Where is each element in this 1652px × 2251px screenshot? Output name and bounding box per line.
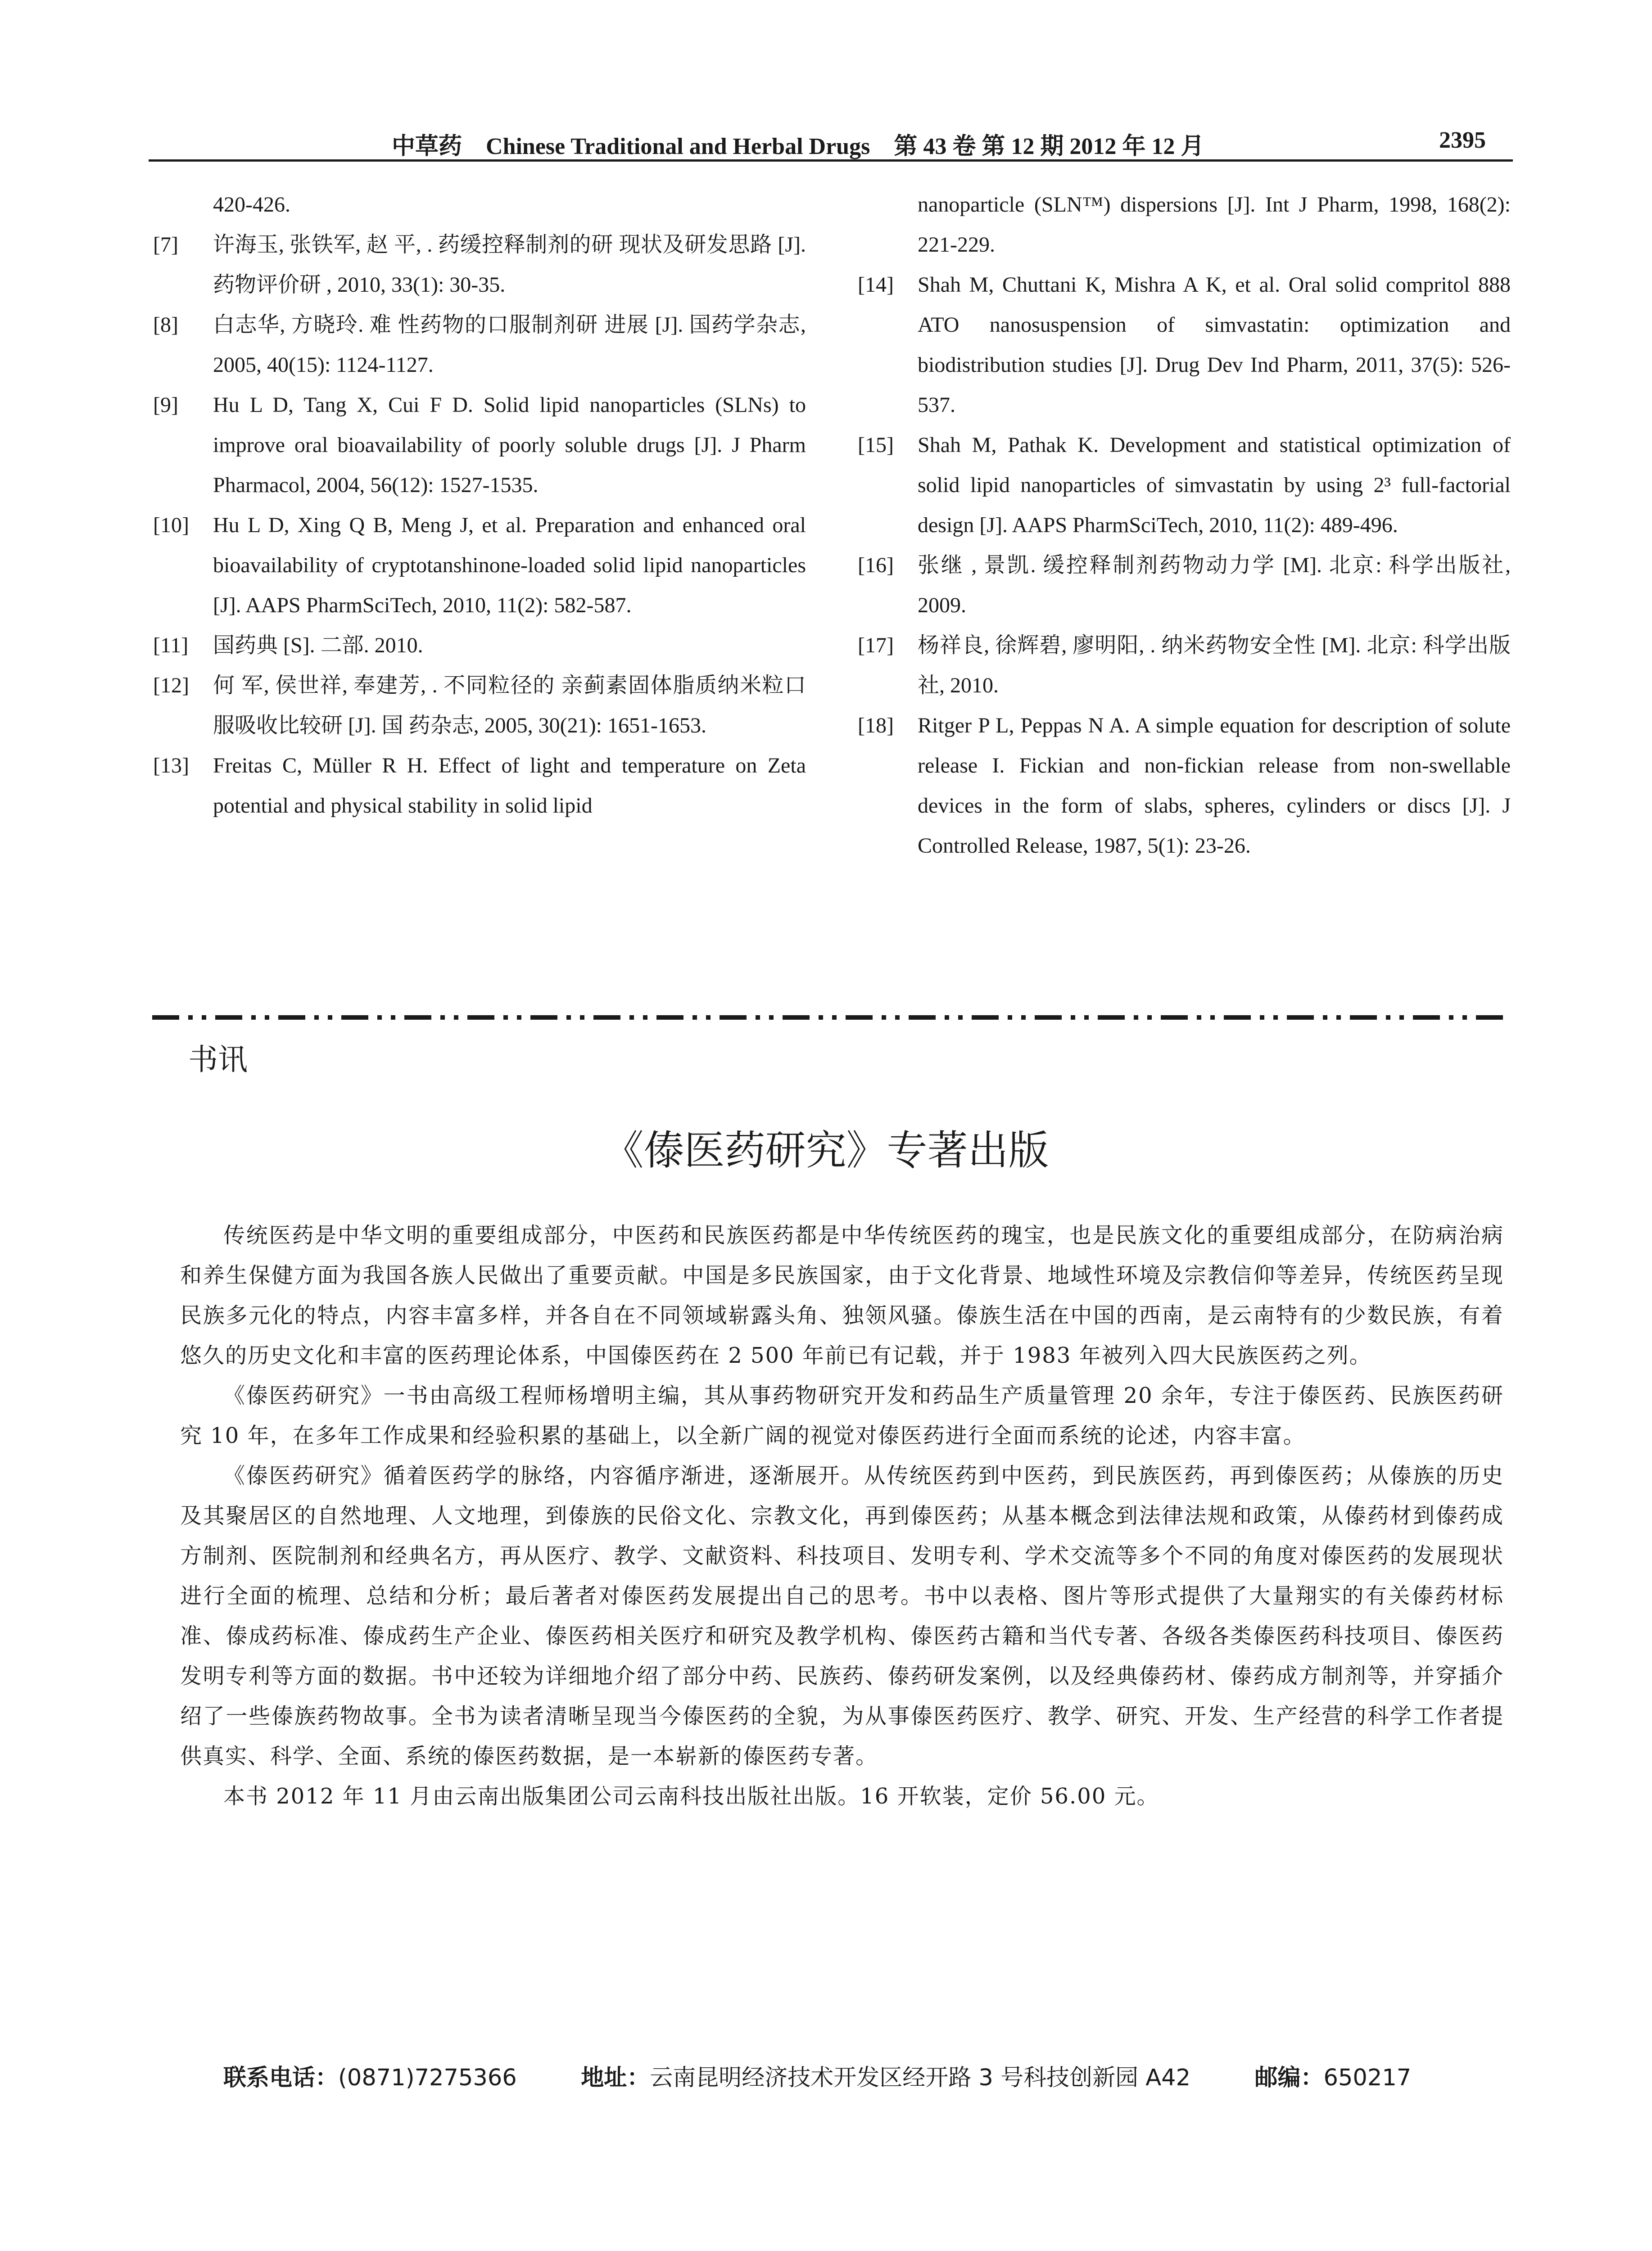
article-body [180,1216,1504,1817]
journal-name-en: Chinese Traditional and Herbal Drugs [486,134,870,159]
reference-text: 张继 , 景凯. 缓控释制剂药物动力学 [M]. 北京: 科学出版社, 2009. [918,553,1511,617]
reference-number: [8] [153,313,178,337]
reference-text: 杨祥良, 徐辉碧, 廖明阳, . 纳米药物安全性 [M]. 北京: 科学出版社, 2010. [918,633,1511,697]
page-number: 2395 [1439,127,1486,153]
reference-item [858,425,1511,545]
article-paragraph: 《傣医药研究》一书由高级工程师杨增明主编，其从事药物研究开发和药品生产质量管理 20 余年，专注于傣医药、民族医药研究 10 年，在多年工作成果和经验积累的基础上，以全新广阔的视觉对傣医药进行全面而系统的论述，内容丰富。 [180,1383,1504,1448]
references-left-column [153,185,806,826]
reference-number: [9] [153,393,178,417]
reference-text: 420-426. [213,193,290,217]
postcode-value: 650217 [1323,2065,1412,2091]
reference-text: 白志华, 方晓玲. 难 性药物的口服制剂研 进展 [J]. 国药学杂志, 2005, 40(15): 1124-1127. [213,313,806,377]
reference-number: [10] [153,513,189,537]
reference-item [153,385,806,505]
reference-text: 何 军, 侯世祥, 奉建芳, . 不同粒径的 亲蓟素固体脂质纳米粒口服吸收比较研 [J]. 国 药杂志, 2005, 30(21): 1651-1653. [213,673,806,737]
reference-item [858,545,1511,625]
reference-number: [14] [858,273,894,297]
reference-number: [18] [858,714,894,737]
reference-item [858,265,1511,425]
reference-number: [15] [858,433,894,457]
article-paragraph: 传统医药是中华文明的重要组成部分，中医药和民族医药都是中华传统医药的瑰宝，也是民族文化的重要组成部分，在防病治病和养生保健方面为我国各族人民做出了重要贡献。中国是多民族国家，由于文化背景、地域性环境及宗教信仰等差异，传统医药呈现民族多元化的特点，内容丰富多样，并各自在不同领域崭露头角、独领风骚。傣族生活在中国的西南，是云南特有的少数民族，有着悠久的历史文化和丰富的医药理论体系，中国傣医药在 2 500 年前已有记载，并于 1983 年被列入四大民族医药之列。 [180,1223,1504,1368]
reference-number: [11] [153,633,189,657]
reference-item [153,505,806,625]
reference-text: Freitas C, Müller R H. Effect of light and temperature on Zeta potential and physical stability in solid lipid [213,754,806,818]
section-divider [152,1015,1503,1020]
address-value: 云南昆明经济技术开发区经开路 3 号科技创新园 A42 [650,2065,1191,2091]
article-title: 《傣医药研究》专著出版 [603,1127,1049,1174]
reference-number: [7] [153,233,178,257]
reference-item [153,305,806,385]
reference-item [858,705,1511,866]
reference-number: [17] [858,633,894,657]
reference-item [153,225,806,305]
reference-text: Shah M, Pathak K. Development and statistical optimization of solid lipid nanoparticles of simvastatin by using 2³ full-factorial design [J]. AAPS PharmSciTech, 2010, 11(2): 489-496. [918,433,1511,537]
reference-item [858,625,1511,705]
reference-text: nanoparticle (SLN™) dispersions [J]. Int J Pharm, 1998, 168(2): 221-229. [918,193,1511,257]
contact-info [223,2059,1411,2092]
phone-label: 联系电话： [223,2065,339,2091]
reference-number: [16] [858,553,894,577]
postcode-label: 邮编： [1254,2065,1324,2091]
page-header [149,122,1513,162]
reference-text: 许海玉, 张铁军, 赵 平, . 药缓控释制剂的研 现状及研发思路 [J]. 药物评价研 , 2010, 33(1): 30-35. [213,233,806,297]
reference-number: [12] [153,673,189,697]
reference-number: [13] [153,754,189,777]
section-label: 书讯 [188,1042,248,1077]
reference-text: Hu L D, Tang X, Cui F D. Solid lipid nanoparticles (SLNs) to improve oral bioavailability of poorly soluble drugs [J]. J Pharm Pharmacol, 2004, 56(12): 1527-1535. [213,393,806,497]
reference-text: Shah M, Chuttani K, Mishra A K, et al. Oral solid compritol 888 ATO nanosuspension of simvastatin: optimization and biodistribution studies [J]. Drug Dev Ind Pharm, 2011, 37(5): 526-537. [918,273,1511,417]
journal-issue: 第 43 卷 第 12 期 2012 年 12 月 [894,134,1204,159]
journal-title [392,127,1204,161]
address-label: 地址： [581,2065,650,2091]
article-paragraph: 本书 2012 年 11 月由云南出版集团公司云南科技出版社出版。16 开软装，定价 56.00 元。 [223,1784,1159,1809]
reference-item [858,185,1511,265]
reference-item [153,665,806,746]
article-paragraph: 《傣医药研究》循着医药学的脉络，内容循序渐进，逐渐展开。从传统医药到中医药，到民族医药，再到傣医药；从傣族的历史及其聚居区的自然地理、人文地理，到傣族的民俗文化、宗教文化，再到傣医药；从基本概念到法律法规和政策，从傣药材到傣药成方制剂、医院制剂和经典名方，再从医疗、教学、文献资料、科技项目、发明专利、学术交流等多个不同的角度对傣医药的发展现状进行全面的梳理、总结和分析；最后著者对傣医药发展提出自己的思考。书中以表格、图片等形式提供了大量翔实的有关傣药材标准、傣成药标准、傣成药生产企业、傣医药相关医疗和研究及教学机构、傣医药古籍和当代专著、各级各类傣医药科技项目、傣医药发明专利等方面的数据。书中还较为详细地介绍了部分中药、民族药、傣药研发案例，以及经典傣药材、傣药成方制剂等，并穿插介绍了一些傣族药物故事。全书为读者清晰呈现当今傣医药的全貌，为从事傣医药医疗、教学、研究、开发、生产经营的科学工作者提供真实、科学、全面、系统的傣医药数据，是一本崭新的傣医药专著。 [180,1463,1504,1769]
reference-item [153,185,806,225]
reference-text: Hu L D, Xing Q B, Meng J, et al. Preparation and enhanced oral bioavailability of cryptotanshinone-loaded solid lipid nanoparticles [J]. AAPS PharmSciTech, 2010, 11(2): 582-587. [213,513,806,617]
references-right-column [858,185,1511,866]
phone-value: (0871)7275366 [338,2065,517,2091]
journal-name-cn: 中草药 [392,132,462,160]
reference-item [153,625,806,665]
reference-text: Ritger P L, Peppas N A. A simple equation for description of solute release I. Fickian and non-fickian release from non-swellable devices in the form of slabs, spheres, cylinders or discs [J]. J Controlled Release, 1987, 5(1): 23-26. [918,714,1511,858]
reference-item [153,746,806,826]
reference-text: 国药典 [S]. 二部. 2010. [213,633,423,657]
